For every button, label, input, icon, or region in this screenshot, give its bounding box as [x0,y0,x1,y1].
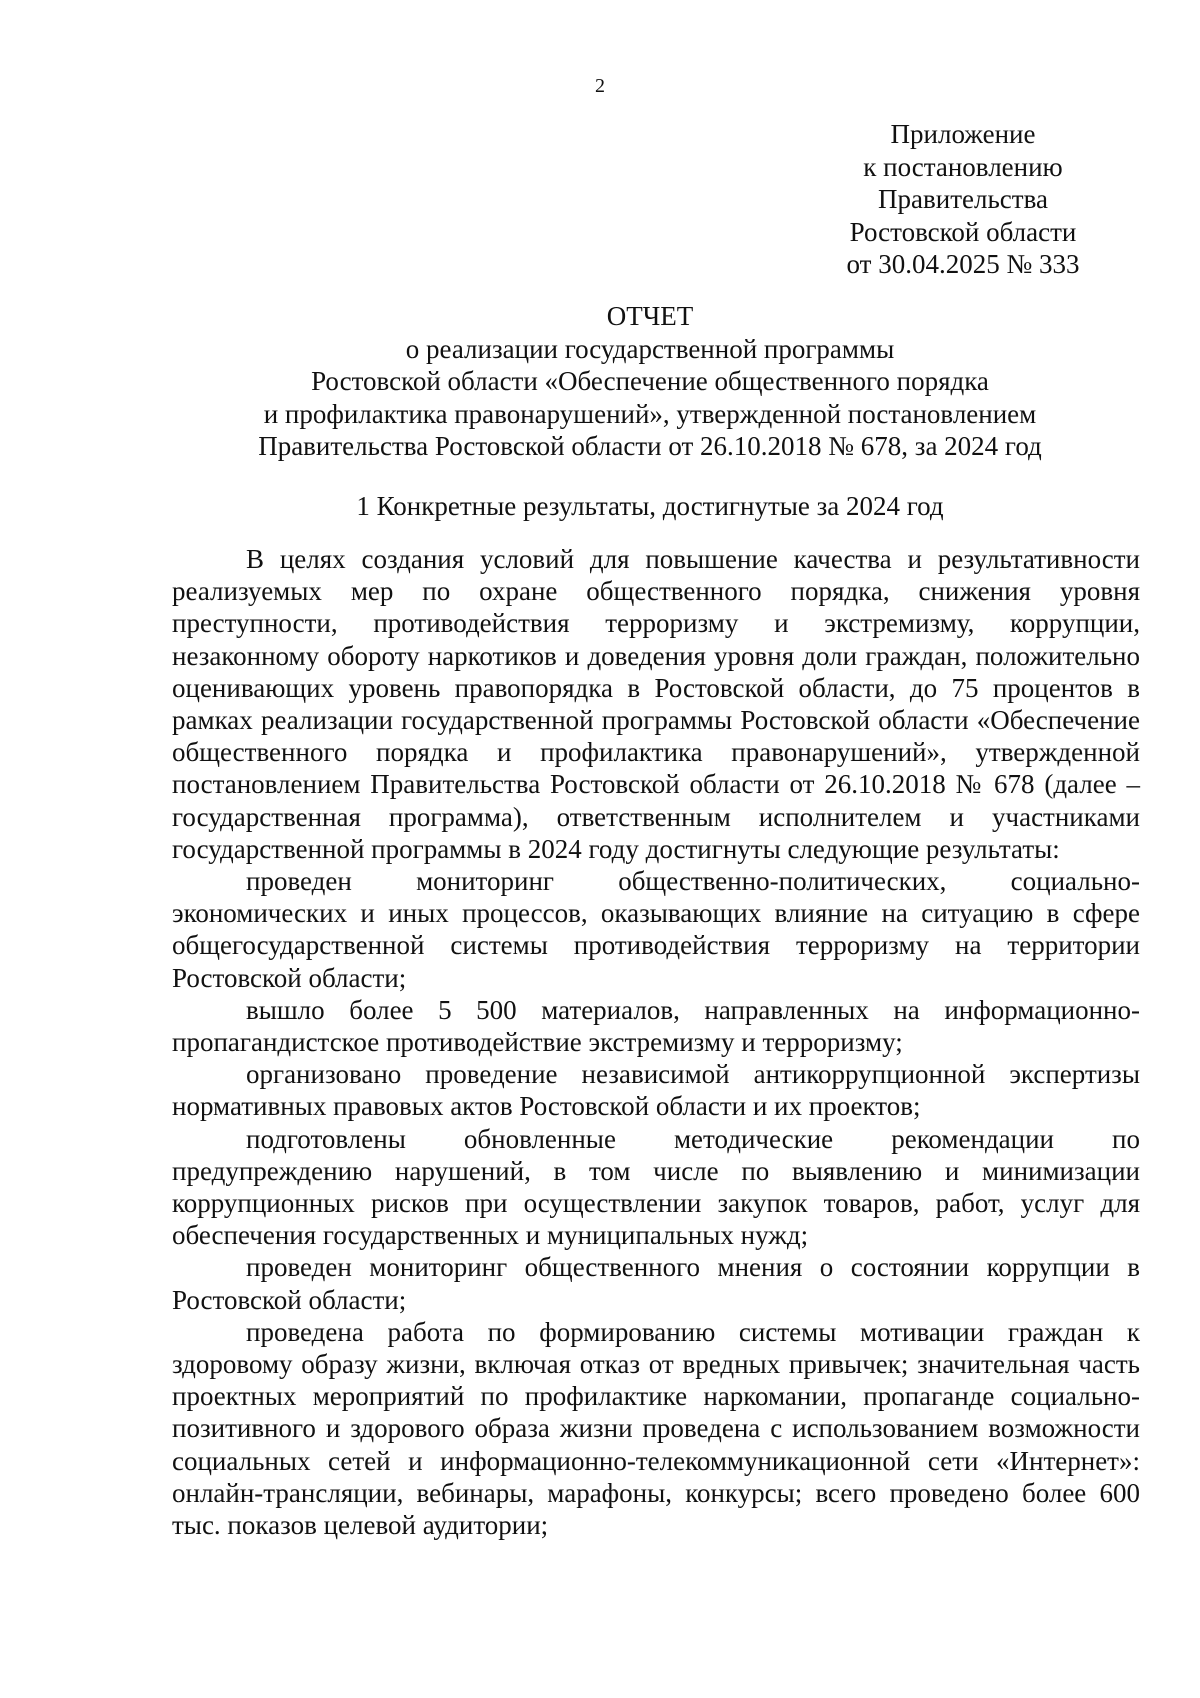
body-text [172,543,1140,1541]
page-number: 2 [595,75,605,97]
annex-block [838,118,1088,281]
annex-line: от 30.04.2025 № 333 [846,249,1080,279]
annex-line: к постановлению [863,151,1063,182]
paragraph-intro: В целях создания условий для повышение качества и результативности реализуемых мер по охране общественного порядка, снижения уровня преступности, противодействия терроризму и экстремизму, коррупции, незаконному обороту наркотиков и доведения уровня доли граждан, положительно оценивающих уровень правопорядка в Ростовской области, до 75 процентов в рамках реализации государственной программы Ростовской области «Обеспечение общественного порядка и профилактика правонарушений», утвержденной постановлением Правительства Ростовской области от 26.10.2018 № 678 (далее – государственная программа), ответственным исполнителем и участниками государственной программы в 2024 году достигнуты следующие результаты: [172,544,1140,864]
report-subtitle-line: Ростовской области «Обеспечение общественного порядка [311,366,989,396]
report-title: ОТЧЕТ [606,301,694,331]
annex-line: Правительства [878,184,1048,214]
annex-line: Приложение [890,119,1036,149]
paragraph-recommendations: подготовлены обновленные методические рекомендации по предупреждению нарушений, в том числе по выявлению и минимизации коррупционных рисков при осуществлении закупок товаров, работ, услуг для обеспечения государственных и муниципальных нужд; [172,1123,1140,1251]
paragraph-monitoring: проведен мониторинг общественно-политических, социально-экономических и иных процессов, оказывающих влияние на ситуацию в сфере общегосударственной системы противодействия терроризму на территории Ростовской области; [172,866,1140,993]
paragraph-materials: вышло более 5 500 материалов, направленных на информационно-пропагандистское противодействие экстремизму и терроризму; [172,994,1140,1058]
paragraph-corruption-monitoring: проведен мониторинг общественного мнения о состоянии коррупции в Ростовской области; [172,1252,1140,1315]
report-heading [160,300,1140,463]
annex-line: Ростовской области [849,216,1077,247]
section-title: 1 Конкретные результаты, достигнутые за 2024 год [356,491,944,521]
report-subtitle-line: и профилактика правонарушений», утвержденной постановлением [263,398,1037,429]
report-subtitle-line: о реализации государственной программы [405,333,895,364]
paragraph-expertise: организовано проведение независимой антикоррупционной экспертизы нормативных правовых актов Ростовской области и их проектов; [172,1059,1140,1122]
paragraph-healthy-lifestyle: проведена работа по формированию системы мотивации граждан к здоровому образу жизни, включая отказ от вредных привычек; значительная часть проектных мероприятий по профилактике наркомании, пропаганде социально-позитивного и здорового образа жизни проведена с использованием возможности социальных сетей и информационно-телекоммуникационной сети «Интернет»: онлайн-трансляции, вебинары, марафоны, конкурсы; всего проведено более 600 тыс. показов целевой аудитории; [172,1316,1140,1541]
report-subtitle-line: Правительства Ростовской области от 26.10.2018 № 678, за 2024 год [258,431,1042,461]
